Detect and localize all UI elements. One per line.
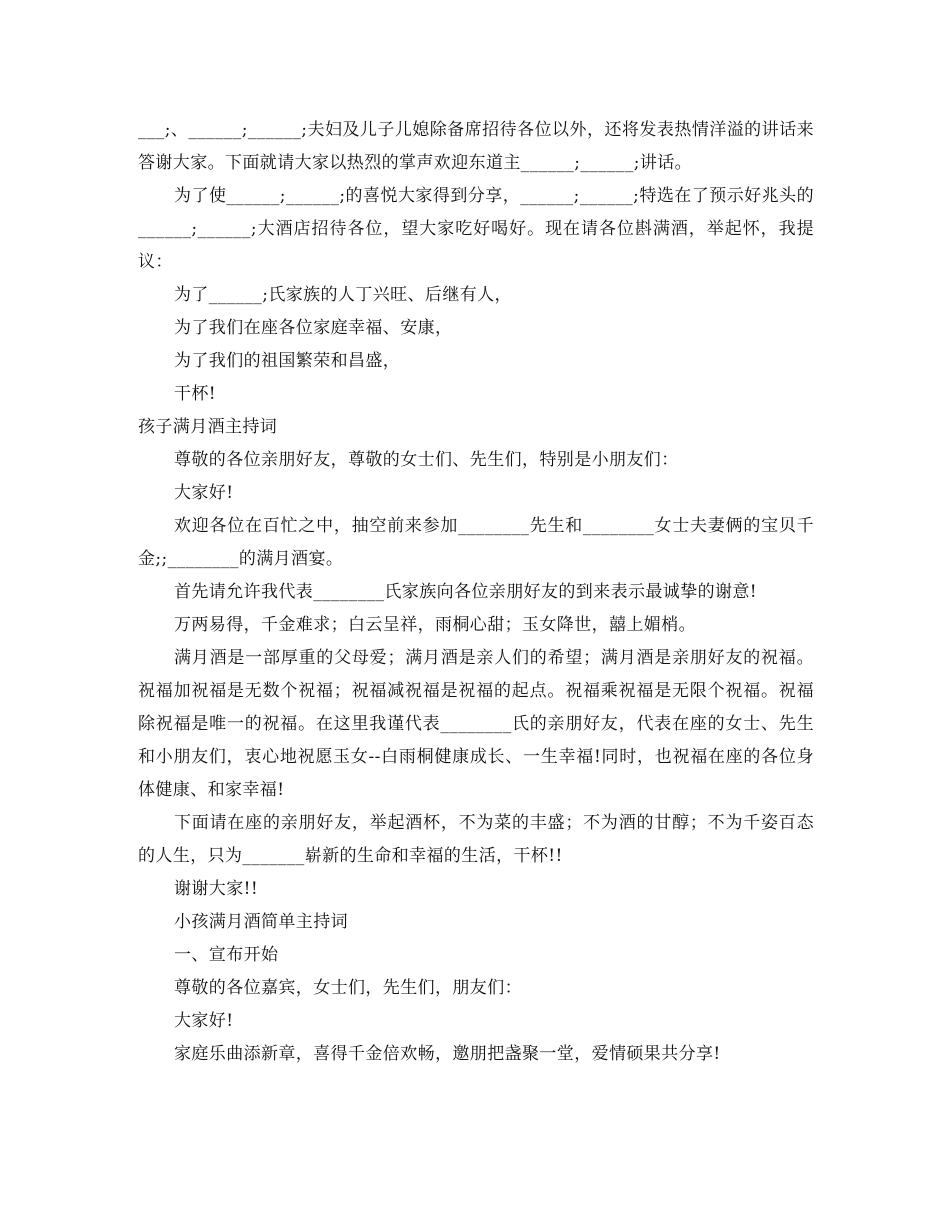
paragraph-guests-greeting: 尊敬的各位嘉宾，女士们，先生们，朋友们：	[174, 978, 522, 998]
paragraph-blessings: 满月酒是一部厚重的父母爱；满月酒是亲人们的希望；满月酒是亲朋好友的祝福。祝福加祝福是无数个祝福；祝福减祝福是祝福的起点。祝福乘祝福是无限个祝福。祝福除祝福是唯一的祝福。在这里我谨代表________氏的亲朋好友，代表在座的女士、先生和小朋友们，衷心地祝愿玉女--白雨桐健康成长、一生幸福!同时，也祝福在座的各位身体健康、和家幸福!	[138, 648, 814, 800]
paragraph-toast-intro: 为了使______;______;的喜悦大家得到分享，______;______;特选在了预示好兆头的______;______;大酒店招待各位，望大家吃好喝好。现在请各位斟满酒，举起怀，我提议：	[138, 186, 814, 272]
section-subheading-start: 一、宣布开始	[174, 945, 279, 965]
paragraph-thanks: 首先请允许我代表________氏家族向各位亲朋好友的到来表示最诚挚的谢意!	[174, 582, 758, 602]
paragraph-thank-everyone: 谢谢大家!!	[174, 879, 259, 899]
paragraph-toast-family: 为了______;氏家族的人丁兴旺、后继有人，	[174, 285, 512, 305]
section-heading-simple-host: 小孩满月酒简单主持词	[174, 912, 348, 932]
paragraph-family-joy: 家庭乐曲添新章，喜得千金倍欢畅，邀朋把盏聚一堂，爱情硕果共分享!	[174, 1044, 721, 1064]
paragraph-greeting: 尊敬的各位亲朋好友，尊敬的女士们、先生们，特别是小朋友们：	[174, 450, 679, 470]
document-body	[138, 114, 814, 1071]
paragraph-welcome: 欢迎各位在百忙之中，抽空前来参加________先生和________女士夫妻俩的宝贝千金;;________的满月酒宴。	[138, 516, 814, 569]
paragraph-opening-continuation: ___;、______;______;夫妇及儿子儿媳除备席招待各位以外，还将发表热情洋溢的讲话来答谢大家。下面就请大家以热烈的掌声欢迎东道主______;______;讲话。	[138, 120, 814, 173]
paragraph-toast-guests: 为了我们在座各位家庭幸福、安康，	[174, 318, 453, 338]
paragraph-hello-2: 大家好!	[174, 1011, 234, 1031]
section-heading-child-banquet: 孩子满月酒主持词	[138, 417, 278, 437]
paragraph-hello: 大家好!	[174, 483, 234, 503]
paragraph-cheers: 干杯!	[174, 384, 217, 404]
paragraph-couplet: 万两易得，千金难求；白云呈祥，雨桐心甜；玉女降世，囍上媚梢。	[174, 615, 696, 635]
paragraph-raise-glass: 下面请在座的亲朋好友，举起酒杯，不为菜的丰盛；不为酒的甘醇；不为千姿百态的人生，只为_______崭新的生命和幸福的生活，干杯!!	[138, 813, 814, 866]
paragraph-toast-country: 为了我们的祖国繁荣和昌盛，	[174, 351, 401, 371]
